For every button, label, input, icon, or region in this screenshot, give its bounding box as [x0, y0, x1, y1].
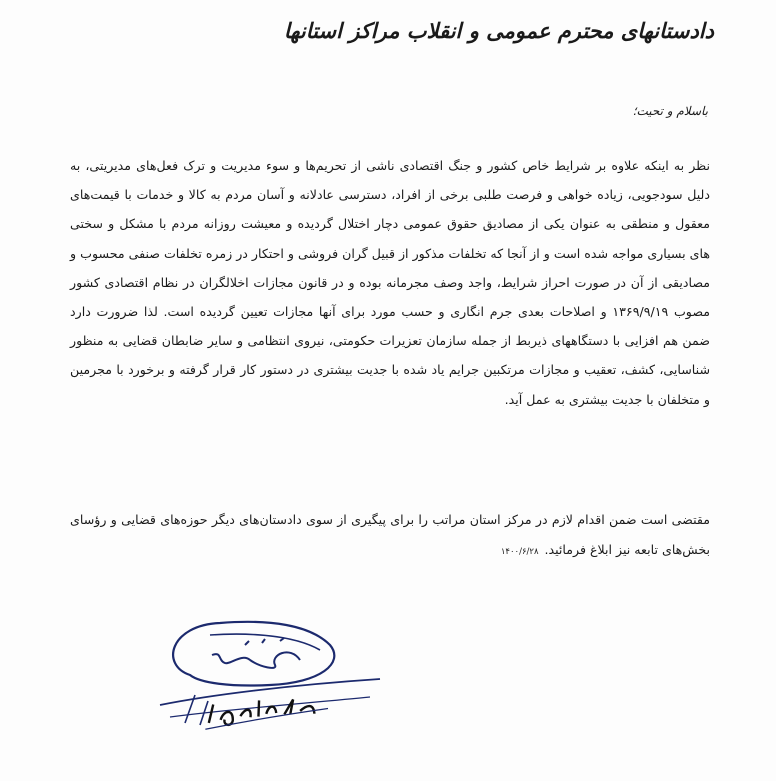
paragraph-1: نظر به اینکه علاوه بر شرایط خاص کشور و جنگ اقتصادی ناشی از تحریم‌ها و سوء مدیریت و ترک فعل‌های مدیریتی، به دلیل سودجویی، زیاده خواهی و فرصت طلبی برخی از افراد، دسترسی عادلانه و آسان مردم به کالا و خدمات با قیمت‌های معقول و منطقی به عنوان یکی از مصادیق حقوق عمومی دچار اختلال گردیده و معیشت روزانه مردم با مشکل و سختی های بسیاری مواجه شده است و از آنجا که تخلفات مذکور از قبیل گران فروشی و احتکار در زمره تخلفات صنفی محسوب و مصادیقی از آن در صورت احراز شرایط، واجد وصف مجرمانه بوده و در قانون مجازات اخلالگران در نظام اقتصادی کشور مصوب ۱۳۶۹/۹/۱۹ و اصلاحات بعدی جرم انگاری و حسب مورد برای آنها مجازات تعیین گردیده است. لذا ضرورت دارد ضمن هم افزایی با دستگاههای ذیربط از جمله سازمان تعزیرات حکومتی، نیروی انتظامی و سایر ضابطان قضایی به منظور شناسایی، کشف، تعقیب و مجازات مرتکبین جرایم یاد شده با جدیت بیشتری در دستور کار قرار گرفته و برخورد با مجرمین و متخلفان با جدیت بیشتری به عمل آید.	[70, 158, 710, 407]
inline-date: ۱۴۰۰/۶/۲۸	[500, 547, 539, 557]
letter-body	[70, 151, 710, 414]
letter-closing	[70, 505, 710, 567]
letter-greeting: باسلام و تحیت؛	[632, 104, 708, 118]
letter-title: دادستانهای محترم عمومی و انقلاب مراکز استانها	[283, 18, 714, 43]
paragraph-2: مقتضی است ضمن اقدام لازم در مرکز استان مراتب را برای پیگیری از سوی دادستان‌های دیگر حوزه‌های قضایی و رؤسای بخش‌های تابعه نیز ابلاغ فرمائید.	[70, 512, 710, 557]
